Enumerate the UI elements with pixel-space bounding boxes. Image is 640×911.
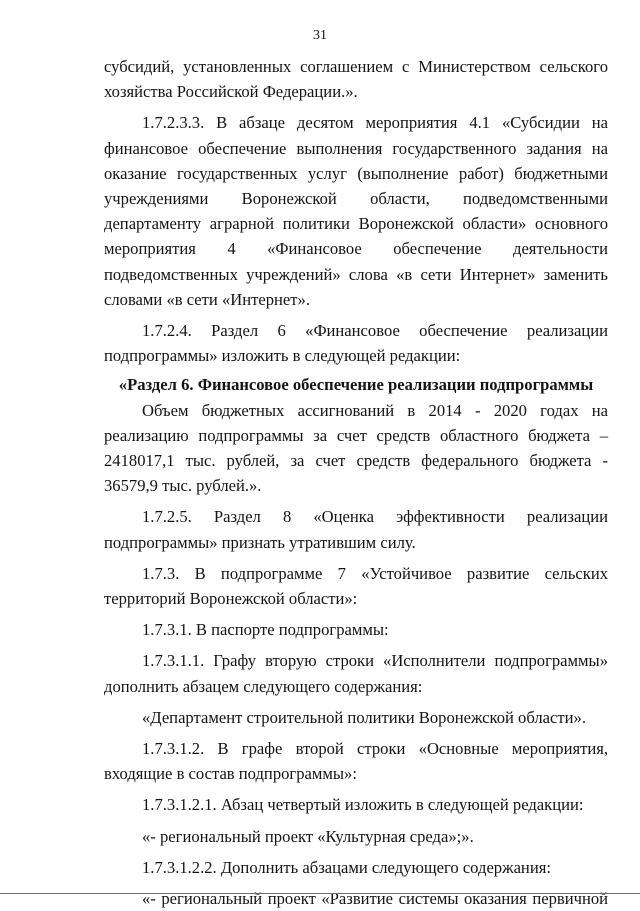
section-heading: «Раздел 6. Финансовое обеспечение реализации подпрограммы <box>118 375 594 395</box>
paragraph-budget-volume: Объем бюджетных ассигнований в 2014 - 2020 годах на реализацию подпрограммы за счет средств областного бюджета – 2418017,1 тыс. рублей, за счет средств федерального бюджета - 36579,9 тыс. рублей.». <box>104 400 608 496</box>
paragraph-regional-project-primary: «- региональный проект «Развитие системы оказания первичной <box>142 889 608 909</box>
page-number: 31 <box>313 28 327 43</box>
paragraph-cultural-environment: «- региональный проект «Культурная среда»;». <box>142 826 474 846</box>
paragraph-1-7-3-1-1: 1.7.3.1.1. Графу вторую строки «Исполнители подпрограммы» дополнить абзацем следующего содержания: <box>104 651 608 696</box>
paragraph-1-7-3-1-2-1: 1.7.3.1.2.1. Абзац четвертый изложить в следующей редакции: <box>142 795 584 815</box>
document-body <box>104 54 608 911</box>
paragraph-department-quote: «Департамент строительной политики Воронежской области». <box>142 707 586 727</box>
paragraph-1-7-3-1-2: 1.7.3.1.2. В графе второй строки «Основные мероприятия, входящие в состав подпрограммы»: <box>104 739 608 784</box>
paragraph-1-7-2-3-3: 1.7.2.3.3. В абзаце десятом мероприятия 4.1 «Субсидии на финансовое обеспечение выполнения государственного задания на оказание государственных услуг (выполнение работ) бюджетными учреждениями Воронежской области, подведомственными департаменту аграрной политики Воронежской области» основного мероприятия 4 «Финансовое обеспечение деятельности подведомственных учреждений» слова «в сети Интернет» заменить словами «в сети «Интернет». <box>104 113 608 309</box>
paragraph-1-7-3-1-2-2: 1.7.3.1.2.2. Дополнить абзацами следующего содержания: <box>142 857 551 877</box>
paragraph-1-7-3-1: 1.7.3.1. В паспорте подпрограммы: <box>142 620 389 640</box>
paragraph-continuation: субсидий, установленных соглашением с Министерством сельского хозяйства Российской Федерации.». <box>104 57 608 102</box>
paragraph-1-7-2-4: 1.7.2.4. Раздел 6 «Финансовое обеспечение реализации подпрограммы» изложить в следующей редакции: <box>104 321 608 366</box>
paragraph-1-7-3: 1.7.3. В подпрограмме 7 «Устойчивое развитие сельских территорий Воронежской области»: <box>104 563 608 609</box>
paragraph-1-7-2-5: 1.7.2.5. Раздел 8 «Оценка эффективности реализации подпрограммы» признать утратившим силу. <box>104 507 608 552</box>
page-bottom-rule <box>0 893 640 894</box>
